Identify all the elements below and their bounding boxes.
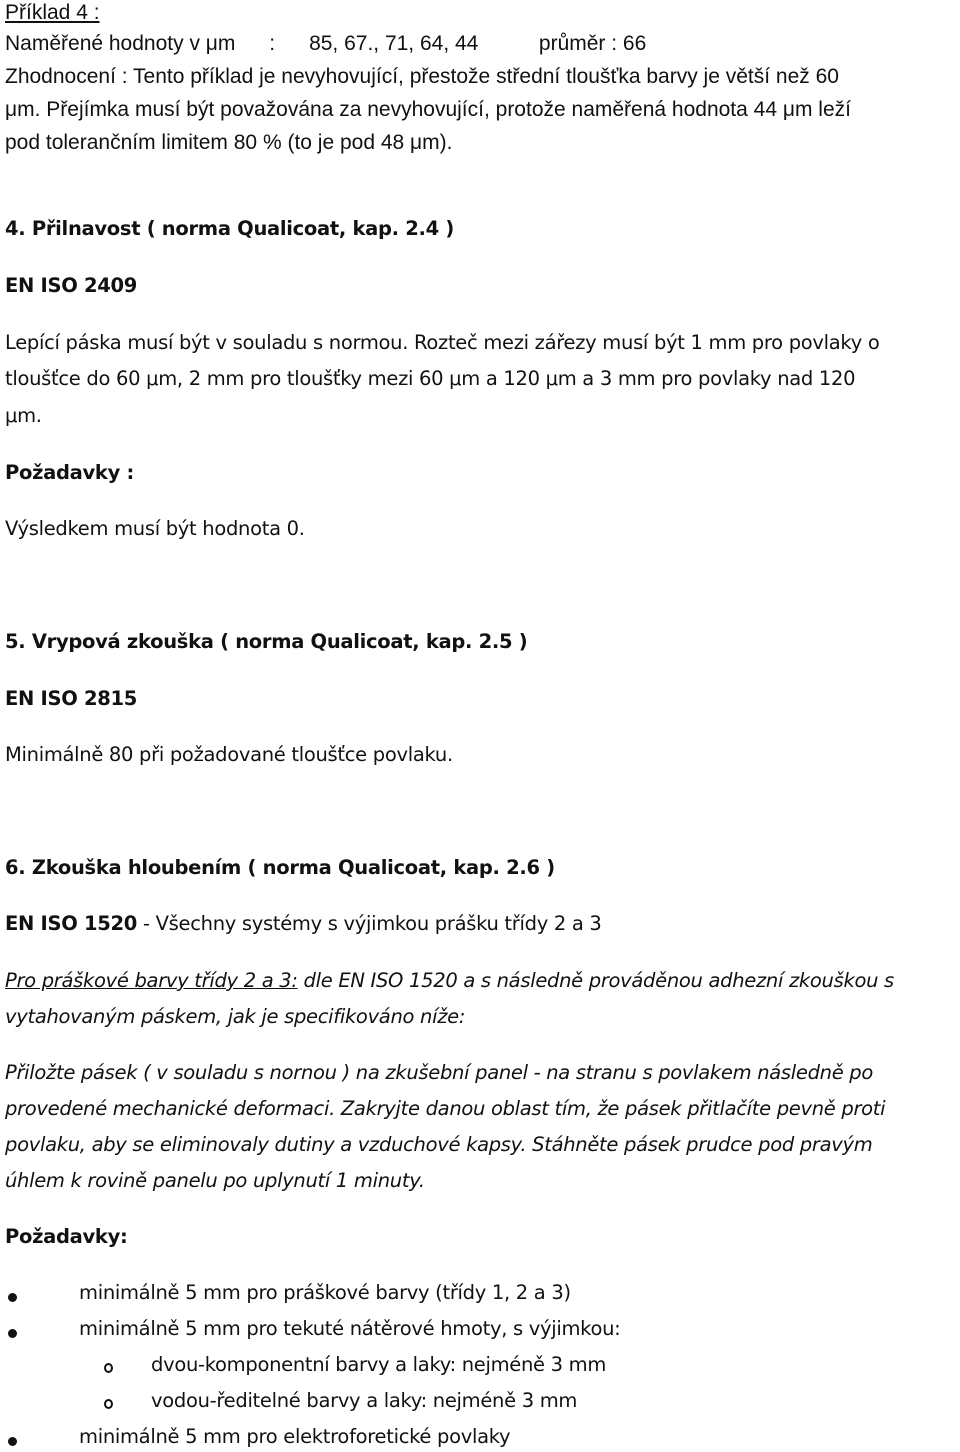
- tape-line-1: Přiložte pásek ( v souladu s nornou ) na zkušební panel - na stranu s povlakem následně po: [5, 1061, 874, 1084]
- measured-values-line: [5, 28, 646, 60]
- section-6-requirements-label: Požadavky:: [5, 1225, 128, 1248]
- section-6-standard-rest: - Všechny systémy s výjimkou prášku třídy 2 a 3: [137, 912, 602, 935]
- average-value: průměr : 66: [538, 32, 647, 55]
- powder-line-1: [5, 969, 894, 992]
- powder-text-1: dle EN ISO 1520 a s následně prováděnou adhezní zkouškou s: [297, 969, 894, 992]
- section-4-standard: EN ISO 2409: [5, 274, 138, 297]
- section-5-body: Minimálně 80 při požadované tloušťce povlaku.: [5, 743, 453, 766]
- circle-bullet-icon: [104, 1399, 113, 1409]
- measured-label: Naměřené hodnoty v μm: [5, 32, 236, 55]
- bullet-icon: [8, 1293, 17, 1302]
- section-4-heading: 4. Přilnavost ( norma Qualicoat, kap. 2.4 ): [5, 217, 455, 240]
- measured-colon: :: [269, 32, 276, 55]
- section-6-standard: EN ISO 1520: [5, 912, 138, 935]
- evaluation-line-3: pod tolerančním limitem 80 % (to je pod 48 μm).: [5, 131, 453, 154]
- section-4-body-line-3: μm.: [5, 404, 42, 427]
- section-6-standard-line: [5, 912, 602, 935]
- section-4-requirements-text: Výsledkem musí být hodnota 0.: [5, 517, 305, 540]
- circle-bullet-icon: [104, 1363, 113, 1373]
- section-4-body-line-2: tloušťce do 60 μm, 2 mm pro tloušťky mezi 60 μm a 120 μm a 3 mm pro povlaky nad 120: [5, 367, 856, 390]
- measured-values: 85, 67., 71, 64, 44: [309, 32, 479, 55]
- section-6-heading: 6. Zkouška hloubením ( norma Qualicoat, kap. 2.6 ): [5, 856, 555, 879]
- section-5-heading: 5. Vrypová zkouška ( norma Qualicoat, kap. 2.5 ): [5, 630, 528, 653]
- example-title: Příklad 4 :: [5, 1, 100, 24]
- powder-line-2: vytahovaným páskem, jak je specifikováno níže:: [5, 1005, 466, 1028]
- tape-line-4: úhlem k rovině panelu po uplynutí 1 minuty.: [5, 1169, 425, 1192]
- evaluation-line-2: μm. Přejímka musí být považována za nevyhovující, protože naměřená hodnota 44 μm leží: [5, 98, 851, 121]
- evaluation-line-1: Zhodnocení : Tento příklad je nevyhovující, přestože střední tloušťka barvy je větší než 60: [5, 65, 839, 88]
- tape-line-2: provedené mechanické deformaci. Zakryjte danou oblast tím, že pásek přitlačíte pevně proti: [5, 1097, 886, 1120]
- section-4-requirements-label: Požadavky :: [5, 461, 134, 484]
- bullet-icon: [8, 1329, 17, 1338]
- section-4-body-line-1: Lepící páska musí být v souladu s normou. Rozteč mezi zářezy musí být 1 mm pro povlaky o: [5, 331, 880, 354]
- bullet-icon: [8, 1437, 17, 1446]
- powder-lead: Pro práškové barvy třídy 2 a 3:: [5, 969, 298, 992]
- tape-line-3: povlaku, aby se eliminovaly dutiny a vzduchové kapsy. Stáhněte pásek prudce pod pravým: [5, 1133, 873, 1156]
- section-5-standard: EN ISO 2815: [5, 687, 138, 710]
